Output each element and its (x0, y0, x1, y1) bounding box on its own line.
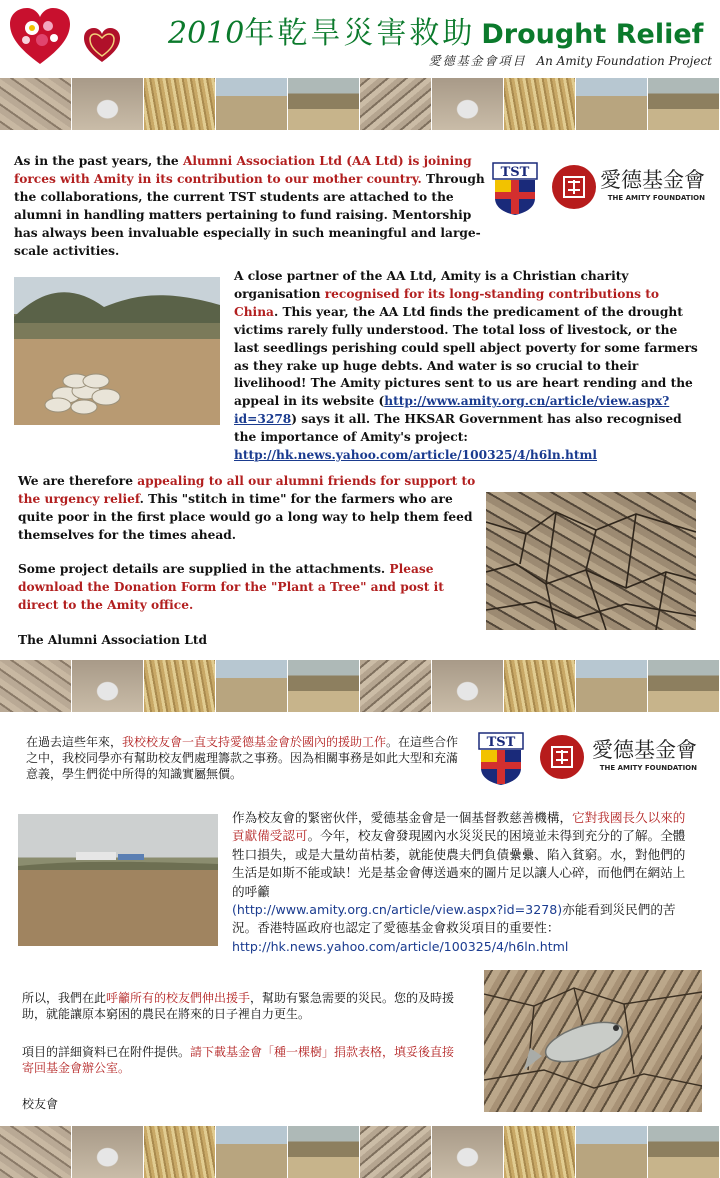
chinese-paragraph-1 (26, 734, 460, 782)
highlight-text: 請下載基金會「種一棵樹」捐款表格，填妥後直接寄回基金會辦公室。 (22, 1045, 455, 1075)
strip-photo (576, 660, 648, 712)
amity-article-link[interactable]: (http://www.amity.org.cn/article/view.aspx?id=3278) (232, 902, 563, 918)
heart-bouquet-icon (8, 6, 72, 68)
strip-photo (144, 78, 216, 130)
chinese-paragraph-3 (22, 990, 462, 1022)
strip-photo (288, 660, 360, 712)
text: 項目的詳細資料已在附件提供。 (22, 1045, 191, 1059)
tst-crest-label: TST (500, 165, 530, 180)
strip-photo (0, 1126, 72, 1178)
strip-photo (288, 78, 360, 130)
text: 所以，我們在此 (22, 991, 107, 1005)
photo-dry-farmland (14, 277, 220, 425)
english-paragraph-4 (18, 561, 476, 615)
strip-photo (432, 660, 504, 712)
english-paragraph-1 (14, 153, 492, 260)
strip-photo (432, 78, 504, 130)
amity-seal-icon (540, 735, 584, 779)
amity-logo-en: THE AMITY FOUNDATION (607, 194, 705, 202)
chinese-paragraph-2 (232, 809, 696, 956)
tst-crest-icon (492, 162, 538, 216)
text: A close partner of the AA Ltd, Amity is a Christian charity organisation (234, 269, 629, 301)
page-title (168, 8, 718, 51)
tst-crest-label: TST (486, 735, 516, 750)
strip-photo (360, 1126, 432, 1178)
strip-photo (360, 78, 432, 130)
text: 亦能看到災民們的苦況。香港特區政府也認定了愛德基金會救災項目的重要性： (232, 902, 676, 936)
strip-photo (144, 660, 216, 712)
highlight-text: appealing to all our alumni friends for support to the urgency relief (18, 474, 476, 506)
strip-photo (72, 660, 144, 712)
title-year: 2010 (168, 16, 245, 51)
strip-photo (360, 660, 432, 712)
chinese-signature: 校友會 (22, 1097, 59, 1111)
title-english: Drought Relief (481, 19, 704, 50)
photo-strip-top (0, 78, 720, 130)
heart-small-icon (82, 26, 122, 66)
highlight-text: 呼籲所有的校友們伸出援手 (106, 991, 251, 1005)
strip-photo (648, 660, 720, 712)
english-paragraph-2 (234, 268, 704, 465)
amity-logo (600, 164, 705, 202)
yahoo-news-link[interactable]: http://hk.news.yahoo.com/article/100325/4/h6ln.html (232, 938, 569, 954)
highlight-text: 它對我國長久以來的貢獻備受認可 (232, 810, 686, 844)
title-chinese: 年乾旱災害救助 (244, 16, 476, 51)
yahoo-news-link[interactable]: http://hk.news.yahoo.com/article/100325/4/h6ln.html (234, 448, 598, 463)
amity-logo-en: THE AMITY FOUNDATION (599, 764, 697, 772)
photo-cracked-earth (486, 492, 696, 630)
highlight-text: Please download the Donation Form for the "Plant a Tree" and post it direct to the Amity office. (18, 562, 444, 612)
strip-photo (72, 78, 144, 130)
strip-photo (144, 1126, 216, 1178)
strip-photo (504, 78, 576, 130)
amity-article-link[interactable]: http://www.amity.org.cn/article/view.aspx?id=3278 (234, 394, 670, 427)
strip-photo (72, 1126, 144, 1178)
text: 。在這些合作之中，我校同學亦有幫助校友們處理籌款之事務。因為相關事務是如此大型和充滿意義，學生們從中所得的知識實屬無價。 (26, 735, 459, 781)
english-signature: The Alumni Association Ltd (18, 633, 207, 647)
text: We are therefore (18, 474, 138, 488)
text: 作為校友會的緊密伙伴，愛德基金會是一個基督教慈善機構， (232, 810, 573, 825)
text: 在過去這些年來， (26, 735, 123, 749)
photo-dry-plain (18, 814, 218, 946)
chinese-paragraph-4 (22, 1044, 462, 1076)
amity-logo-cn: 愛德基金會 (592, 738, 697, 762)
text: 。今年，校友會發現國內水災災民的困境並未得到充分的了解。全體牲口損失，或是大量幼苗枯萎，就能使農夫們負債纍纍、陷入貧窮。水，對他們的生活是如斯不能或缺！光是基金會傳送過來的圖片足以讓人心碎，而他們在網站上的呼籲 (232, 828, 686, 899)
photo-strip-middle (0, 660, 720, 712)
amity-seal-icon (552, 165, 596, 209)
text: As in the past years, the (14, 154, 183, 168)
text: ) says it all. The HKSAR Government has also recognised the importance of Amity's project: (234, 412, 682, 445)
amity-logo-cn: 愛德基金會 (600, 168, 705, 192)
photo-dead-fish (484, 970, 702, 1112)
highlight-text: Alumni Association Ltd (AA Ltd) is joining forces with Amity in its contribution to our mother country. (14, 154, 472, 186)
subtitle-chinese: 愛德基金會項目 (428, 54, 527, 68)
text: Through the collaborations, the current TST students are attached to the alumni in handling matters pertaining to fund raising. Mentorship has always been invaluable especially in such meaningful and large-scale activities. (14, 171, 485, 258)
strip-photo (648, 1126, 720, 1178)
text: . This "stitch in time" for the farmers who are quite poor in the first place would go a long way to help them feed themselves for the times ahead. (18, 491, 473, 542)
subtitle-english: An Amity Foundation Project (536, 54, 712, 68)
strip-photo (432, 1126, 504, 1178)
strip-photo (216, 78, 288, 130)
photo-strip-bottom (0, 1126, 720, 1178)
text: Some project details are supplied in the attachments. (18, 562, 390, 576)
tst-crest-icon (478, 732, 524, 786)
strip-photo (216, 1126, 288, 1178)
strip-photo (648, 78, 720, 130)
strip-photo (576, 78, 648, 130)
subtitle (429, 52, 712, 69)
highlight-text: recognised for its long-standing contributions to China (234, 286, 660, 319)
strip-photo (216, 660, 288, 712)
highlight-text: 我校校友會一直支持愛德基金會於國內的援助工作 (122, 735, 387, 749)
english-paragraph-3 (18, 473, 476, 545)
strip-photo (0, 78, 72, 130)
strip-photo (288, 1126, 360, 1178)
strip-photo (0, 660, 72, 712)
strip-photo (576, 1126, 648, 1178)
text: . This year, the AA Ltd finds the predicament of the drought victims rarely fully understood. The total loss of livestock, or the last seedlings perishing could spell abject poverty for some farmers as they rake up huge debts. And water is so crucial to their livelihood! The Amity pictures sent to us are heart rending and the appeal in its website ( (234, 304, 698, 409)
amity-logo (592, 734, 697, 772)
text: ，幫助有緊急需要的災民。您的及時援助，就能讓原本窮困的農民在將來的日子裡自力更生。 (22, 991, 455, 1021)
strip-photo (504, 660, 576, 712)
strip-photo (504, 1126, 576, 1178)
